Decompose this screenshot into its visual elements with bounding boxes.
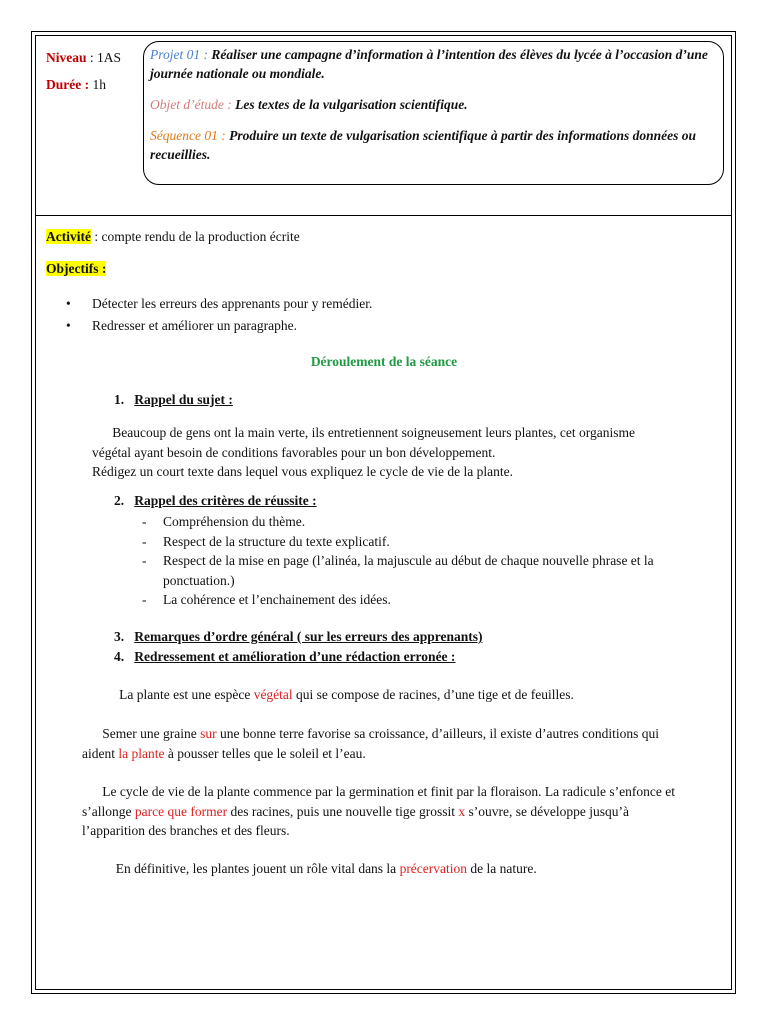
section-number: 2. [114, 493, 125, 508]
redaction-paragraph-3 [82, 782, 692, 841]
objectifs-list [66, 293, 372, 337]
objectifs-heading [46, 261, 106, 277]
section-title: Redressement et amélioration d’une rédaction erronée : [134, 649, 456, 664]
subject-line-1 [92, 423, 672, 462]
projet-line [150, 45, 715, 83]
projet-text: Réaliser une campagne d’information à l’intention des élèves du lycée à l’occasion d’une journée nationale ou mondiale. [150, 47, 708, 81]
duree-line [46, 71, 121, 98]
section-title: Rappel du sujet : [134, 392, 233, 407]
niveau-value: : 1AS [86, 50, 122, 65]
criteria-list [140, 512, 680, 610]
section-heading-4 [114, 649, 455, 665]
objet-text: Les textes de la vulgarisation scientifique. [231, 97, 468, 112]
paragraph-text: s’ouvre, se développe jusqu’à l’apparition des branches et des fleurs. [82, 803, 629, 838]
section-title: Rappel des critères de réussite : [134, 493, 317, 508]
objectifs-label: Objectifs : [46, 261, 107, 276]
sequence-line [150, 126, 715, 164]
paragraph-text: Semer une graine [102, 726, 201, 741]
sequence-text: Produire un texte de vulgarisation scientifique à partir des informations données ou recueillies. [150, 128, 697, 162]
paragraph-text: une bonne terre favorise sa croissance, d’ailleurs, il existe d’autres conditions qui aident [82, 726, 659, 761]
section-heading-1 [114, 392, 233, 408]
duree-label: Durée : [46, 77, 90, 92]
error-word: parce que former [134, 803, 228, 819]
meta-info [46, 44, 121, 98]
header-section [36, 36, 731, 216]
objet-line [150, 95, 715, 114]
project-box [143, 41, 724, 185]
subject-text [92, 423, 672, 482]
error-word: végétal [253, 687, 293, 702]
paragraph-text: qui se compose de racines, d’une tige et de feuilles. [292, 687, 574, 702]
activite-line [46, 229, 300, 245]
projet-label: Projet 01 : [150, 47, 208, 62]
list-item: • Détecter les erreurs des apprenants pour y remédier. [66, 293, 372, 315]
error-word: précervation [399, 861, 468, 876]
error-word: la plante [118, 745, 165, 761]
section-heading-2 [114, 493, 317, 509]
paragraph-text: La plante est une espèce [119, 687, 254, 702]
list-item: • Redresser et améliorer un paragraphe. [66, 315, 372, 337]
objet-label: Objet d’étude : [150, 97, 232, 112]
redaction-paragraph-4 [82, 859, 692, 879]
niveau-label: Niveau [46, 50, 87, 65]
error-word: sur [200, 726, 217, 741]
activite-text: : compte rendu de la production écrite [90, 229, 300, 244]
section-title: Remarques d’ordre général ( sur les erreurs des apprenants) [134, 629, 483, 644]
duree-value: 1h [89, 77, 106, 92]
sequence-label: Séquence 01 : [150, 128, 226, 143]
section-number: 4. [114, 649, 125, 664]
paragraph-text: de la nature. [467, 861, 537, 876]
section-number: 3. [114, 629, 125, 644]
activite-label: Activité [46, 229, 91, 244]
section-number: 1. [114, 392, 125, 407]
list-item: - La cohérence et l’enchainement des idées. [140, 590, 680, 610]
redaction-paragraph-1 [82, 685, 692, 705]
paragraph-text: des racines, puis une nouvelle tige grossit [227, 803, 459, 819]
list-item: - Respect de la structure du texte explicatif. [140, 532, 680, 552]
subject-line-1-text: Beaucoup de gens ont la main verte, ils entretiennent soigneusement leurs plantes, cet organisme végétal ayant besoin de conditions favorables pour un bon développement. [92, 425, 635, 460]
niveau-line [46, 44, 121, 71]
paragraph-text: En définitive, les plantes jouent un rôle vital dans la [115, 861, 400, 876]
list-item: - Compréhension du thème. [140, 512, 680, 532]
subject-line-2: Rédigez un court texte dans lequel vous expliquez le cycle de vie de la plante. [92, 464, 513, 479]
redaction-paragraph-2 [82, 724, 692, 763]
section-heading-3 [114, 629, 482, 645]
paragraph-text: Le cycle de vie de la plante commence par la germination et finit par la floraison. La radicule s’enfonce et s’allonge [82, 784, 675, 819]
list-item: - Respect de la mise en page (l’alinéa, la majuscule au début de chaque nouvelle phrase et la ponctuation.) [140, 551, 680, 590]
paragraph-text: à pousser telles que le soleil et l’eau. [164, 745, 366, 761]
seance-title: Déroulement de la séance [310, 354, 458, 369]
error-word: x [458, 803, 466, 819]
